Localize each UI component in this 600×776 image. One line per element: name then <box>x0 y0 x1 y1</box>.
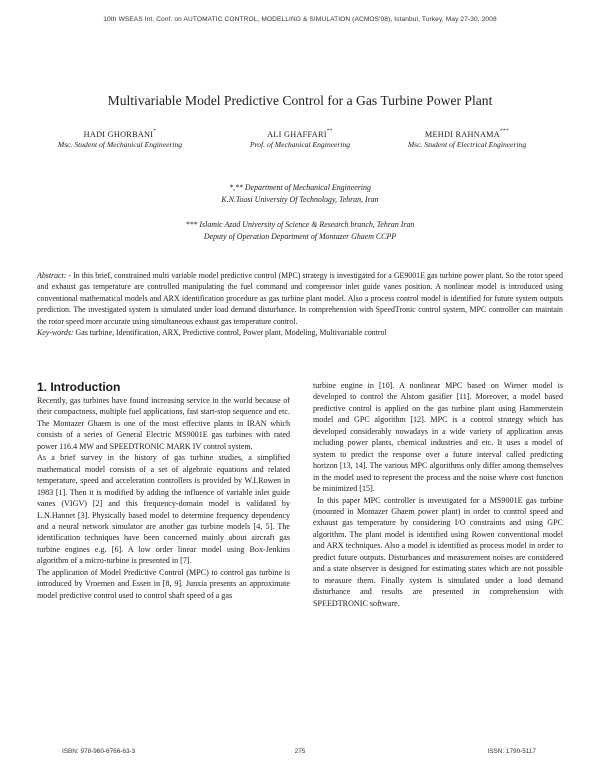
keywords-text: Gas turbine, Identification, ARX, Predictive control, Power plant, Modeling, Multivariable control <box>73 328 387 338</box>
author-role: Prof. of Mechanical Engineering <box>249 140 351 149</box>
author-block <box>230 130 370 149</box>
author-name: HADI GHORBANI <box>83 130 154 139</box>
keywords-label: Key-words: <box>37 328 74 338</box>
paper-title: Multivariable Model Predictive Control for a Gas Turbine Power Plant <box>107 93 493 108</box>
author-block <box>378 130 556 149</box>
author-mark: *** <box>499 128 510 134</box>
affiliation <box>0 182 600 206</box>
body-paragraph: In this paper MPC controller is investigated for a MS9001E gas turbine (mounted in Montazer Ghaem power plant) in order to control speed and exhaust gas temperature by considering I/O constraints and using GPC algorithm. The plant model is identified using Rowen conventional model and ARX techniques. Also a model is identified as process model in order to predict future outputs. Disturbances and measurement noises are considered and a state observer is designed for estimating states which are not possible to measure them. Finally system is simulated under a load demand disturbance and results are presented in comprehension with SPEEDTRONIC software. <box>313 495 563 608</box>
body-paragraph: As a brief survey in the history of gas turbine studies, a simplified mathematical model consists of a set of algebraic equations and related temperature, speed and acceleration controllers is provided by W.I.Rowen in 1983 [1]. Then it is modified by adding the influence of variable inlet guide vanes (VIGV) [2] and this frequency-domain model is validated by L.N.Hannet [3]. Physically based model to determine frequency dependency and a neural network simulator are another gas turbine models [4, 5]. The identification techniques have been concerned mainly about aircraft gas turbine engines e.g. [6]. A low order linear model using Box-Jenkins algorithm of a micro-turbine is presented in [7]. <box>37 453 290 566</box>
abstract-label: Abstract: <box>37 271 67 280</box>
page-number: 275 <box>294 748 306 755</box>
author-mark: ** <box>326 128 333 134</box>
author-role: Msc. Student of Mechanical Engineering <box>57 140 183 149</box>
author-role: Msc. Student of Electrical Engineering <box>407 140 527 149</box>
footer-isbn: ISBN: 978-960-6766-63-3 <box>62 748 136 755</box>
body-paragraph: The application of Model Predictive Control (MPC) to control gas turbine is introduced by Vroemen and Essen in [8, 9]. Junxia presents an approximate model predictive control used to control shaft speed of a gas <box>37 567 290 600</box>
body-paragraph: Recently, gas turbines have found increasing service in the world because of their compactness, multiple fuel applications, fast start-stop sequence and etc. The Montazer Ghaem is one of the most effective plants in IRAN which consists of a series of General Electric MS9001E gas turbines with rated power 116.4 MW and SPEEDTRONIC MARK IV control system. <box>37 396 290 451</box>
body-paragraph: turbine engine in [10]. A nonlinear MPC based on Wiener model is developed to control the Alstom gasifier [11]. Moreover, a model based predictive control is applied on the gas turbine plant using Hammerstein model and GPC algorithm [12]. MPC is a control strategy which has developed considerably nowadays in a wide variety of application areas including power plants, chemical industries and etc. It uses a model of system to predict the response over a future interval called predicting horizon [13, 14]. The various MPC algorithms only differ among themselves in the model used to represent the process and the noise where cost function be minimized [15]. <box>313 381 563 494</box>
affiliation-line: *** Islamic Azad University of Science & Research branch, Tehran Iran <box>185 220 415 229</box>
author-block <box>30 130 210 149</box>
running-header: 10th WSEAS Int. Conf. on AUTOMATIC CONTROL, MODELLING & SIMULATION (ACMOS'08), Istanbul, Turkey, May 27-30, 2008 <box>103 16 497 23</box>
page-footer <box>0 748 600 758</box>
abstract <box>37 270 563 338</box>
author-name: ALI GHAFFARI <box>267 130 327 139</box>
author-name: MEHDI RAHNAMA <box>424 130 500 139</box>
section-heading: 1. Introduction <box>37 380 121 394</box>
left-column <box>37 395 290 601</box>
affiliation-line: K.N.Toosi University Of Technology, Tehran, Iran <box>221 195 379 204</box>
affiliation-line: Deputy of Operation Department of Montazer Ghaem CCPP <box>203 232 397 241</box>
affiliation-line: *,** Department of Mechanical Engineering <box>229 183 371 192</box>
affiliation <box>0 219 600 243</box>
footer-issn: ISSN: 1790-5117 <box>487 748 536 755</box>
author-mark: * <box>153 128 157 134</box>
abstract-text: - In this brief, constrained multi variable model predictive control (MPC) strategy is investigated for a GE9001E gas turbine power plant. So the rotor speed and exhaust gas temperature are controlled manipulating the fuel command and compressor inlet guide vanes position. A nonlinear model is introduced using conventional mathematical models and ARX identification procedure as gas turbine plant model. Also a process control model is identified for future system outputs prediction. The investigated system is simulated under load demand disturbance. In comprehension with SpeedTronic control system, MPC controller can maintain the rotor speed more accurate using simultaneous exhaust gas temperature control. <box>37 271 563 326</box>
right-column <box>313 380 563 609</box>
